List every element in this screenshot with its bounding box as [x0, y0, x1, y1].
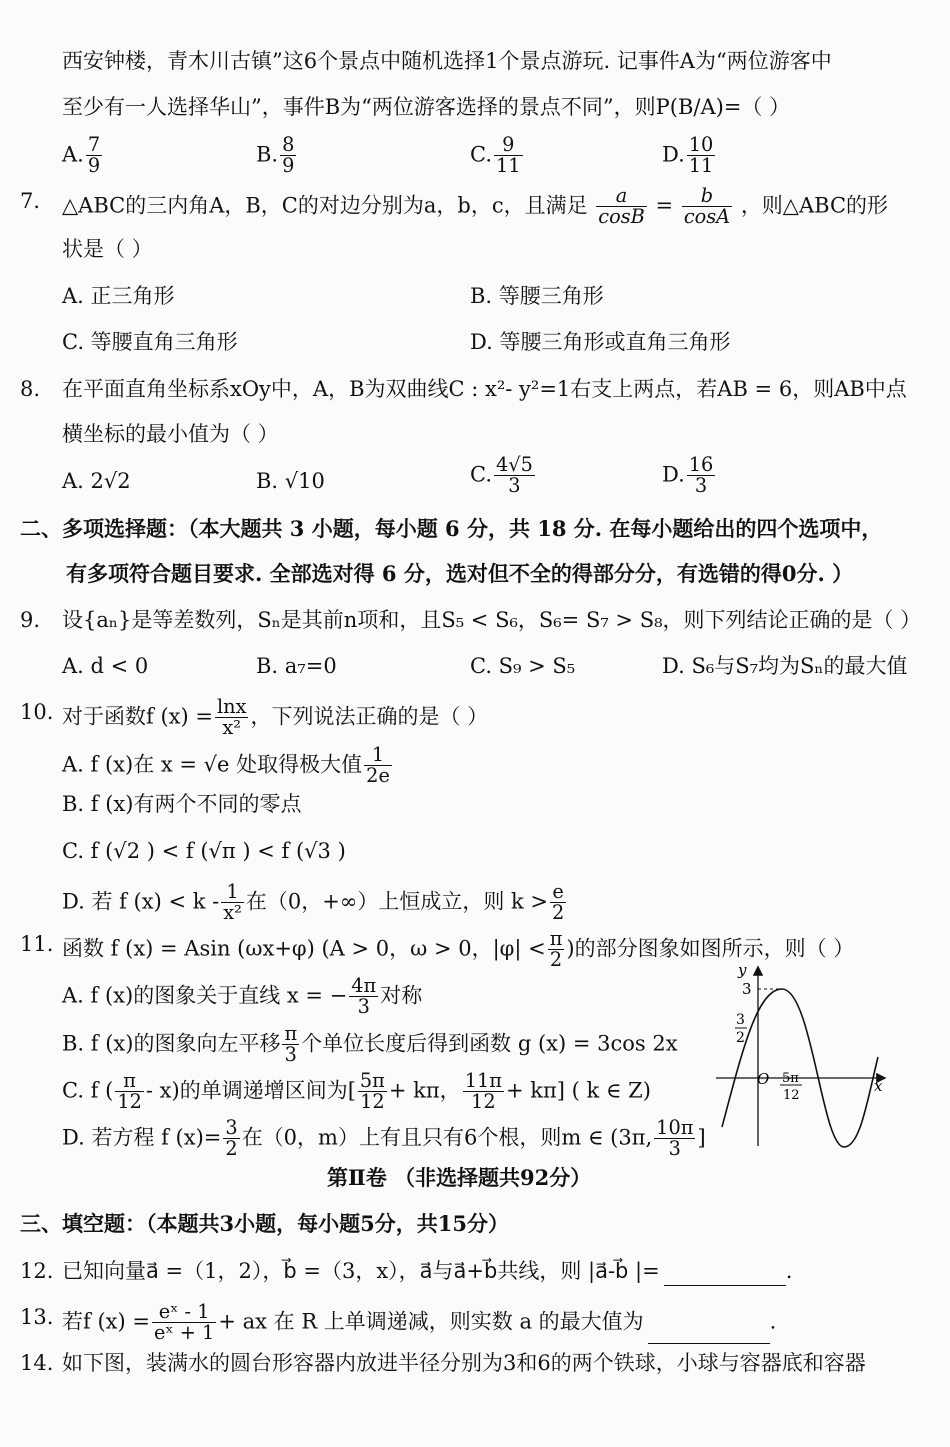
q8-option-d: D. $\frac{16}{3}$ [662, 453, 714, 498]
q8-text-line1: 在平面直角坐标系xOy中，A，B为双曲线C : x²- y²=1右支上两点，若AB = 6，则AB中点 [62, 377, 907, 401]
y-tick-half-num: 3 [736, 1012, 745, 1028]
q11-option-d: D. 若方程 f (x)= $\frac{3}{2}$ 在（0，m）上有且只有6个根，则m ∈ (3π, $\frac{10\pi}{3}$ ] [62, 1116, 706, 1161]
q9-option-c: C. S₉ > S₅ [470, 654, 576, 678]
y-tick-half-den: 2 [736, 1030, 745, 1046]
x-axis-label: x [874, 1077, 883, 1095]
q9-option-d: D. S₆与S₇均为Sₙ的最大值 [662, 654, 908, 678]
x-tick-num: 5π [782, 1071, 799, 1086]
q12-text: 已知向量a⃗ =（1，2），b⃗ =（3，x），a⃗与a⃗+b⃗共线，则 |a⃗-b⃗ |= . [62, 1256, 792, 1286]
q6-option-b: B. $\frac{8}{9}$ [256, 133, 295, 178]
section3-heading: 三、填空题：（本题共3小题，每小题5分，共15分） [20, 1211, 509, 1236]
section2-heading-line1: 二、多项选择题：（本大题共 3 小题，每小题 6 分，共 18 分. 在每小题给出的四个选项中， [20, 516, 883, 541]
q6-text-line2: 至少有一人选择华山”，事件B为“两位游客选择的景点不同”，则P(B/A)=（ ） [62, 95, 791, 119]
q7-number: 7. [20, 189, 41, 213]
q6-option-a: A. $\frac{7}{9}$ [62, 133, 101, 178]
y-axis-label: y [738, 962, 747, 979]
q9-text: 设{aₙ}是等差数列，Sₙ是其前n项和，且S₅ < S₆，S₆= S₇ > S₈，则下列结论正确的是（ ） [62, 608, 922, 632]
q7-option-a: A. 正三角形 [62, 284, 175, 308]
q6-option-c: C. $\frac{9}{11}$ [470, 133, 521, 178]
q13-answer-blank[interactable] [648, 1323, 770, 1344]
q10-option-d: D. 若 f (x) < k - $\frac{1}{\text{x²}}$ 在（0，+∞）上恒成立，则 k > $\frac{e}{2}$ [62, 880, 565, 925]
q9-option-a: A. d < 0 [62, 654, 149, 678]
q7-text-line1: △ABC的三内角A，B，C的对边分别为a，b，c，且满足 $\frac{a}{\cos B}$ = $\frac{b}{\cos A}$ ，则△ABC的形 [62, 184, 889, 229]
q8-number: 8. [20, 377, 41, 401]
q12-answer-blank[interactable] [664, 1265, 786, 1286]
q9-option-b: B. a₇=0 [256, 654, 337, 678]
q7-option-d: D. 等腰三角形或直角三角形 [470, 330, 731, 354]
q13-number: 13. [20, 1305, 54, 1329]
section2-heading-line2: 有多项符合题目要求. 全部选对得 6 分，选对但不全的得部分分，有选错的得0分. ） [66, 561, 854, 586]
y-tick-3: 3 [742, 980, 752, 998]
origin-label: O [757, 1070, 770, 1088]
q13-text: 若f (x) = $\frac{\text{eˣ - 1}}{\text{eˣ + 1}}$ + ax 在 R 上单调递减，则实数 a 的最大值为 . [62, 1300, 777, 1345]
q8-option-a: A. 2√2 [62, 469, 131, 493]
q7-option-b: B. 等腰三角形 [470, 284, 604, 308]
q11-text: 函数 f (x) = Asin (ωx+φ) (A > 0，ω > 0，|φ| < $\frac{\pi}{2}$ )的部分图象如图所示，则（ ） [62, 927, 855, 972]
q11-sine-graph [712, 962, 892, 1152]
q14-number: 14. [20, 1351, 54, 1375]
q10-number: 10. [20, 700, 54, 724]
q8-option-c: C. $\frac{4√5}{3}$ [470, 453, 533, 498]
q8-text-line2: 横坐标的最小值为（ ） [62, 422, 279, 446]
q14-text: 如下图，装满水的圆台形容器内放进半径分别为3和6的两个铁球，小球与容器底和容器 [62, 1351, 866, 1375]
q11-number: 11. [20, 932, 54, 956]
q10-option-b: B. f (x)有两个不同的零点 [62, 792, 302, 816]
q11-option-c: C. f ( $\frac{\pi}{12}$ - x)的单调递增区间为[ $\frac{5\pi}{12}$ + kπ， $\frac{11\pi}{12}$ + kπ] ( k ∈ Z) [62, 1069, 651, 1114]
q11-option-b: B. f (x)的图象向左平移 $\frac{\pi}{3}$ 个单位长度后得到函数 g (x) = 3cos 2x [62, 1022, 678, 1067]
q6-text-line1: 西安钟楼，青木川古镇”这6个景点中随机选择1个景点游玩. 记事件A为“两位游客中 [62, 49, 832, 73]
q8-option-b: B. √10 [256, 469, 325, 493]
q12-number: 12. [20, 1259, 54, 1283]
part2-title: 第Ⅱ卷 （非选择题共92分） [327, 1165, 592, 1190]
q10-text: 对于函数f (x) = $\frac{\ln x}{\text{x²}}$ ，下列说法正确的是（ ） [62, 695, 489, 740]
q11-option-a: A. f (x)的图象关于直线 x = − $\frac{4\pi}{3}$ 对称 [62, 974, 423, 1019]
q10-option-c: C. f (√2 ) < f (√π ) < f (√3 ) [62, 839, 346, 863]
x-tick-den: 12 [783, 1088, 800, 1103]
q10-option-a: A. f (x)在 x = √e 处取得极大值 $\frac{1}{2e}$ [62, 743, 390, 788]
q9-number: 9. [20, 608, 41, 632]
q7-text-line2: 状是（ ） [62, 237, 153, 261]
q6-option-d: D. $\frac{10}{11}$ [662, 133, 714, 178]
sine-curve [722, 989, 878, 1147]
q7-option-c: C. 等腰直角三角形 [62, 330, 238, 354]
